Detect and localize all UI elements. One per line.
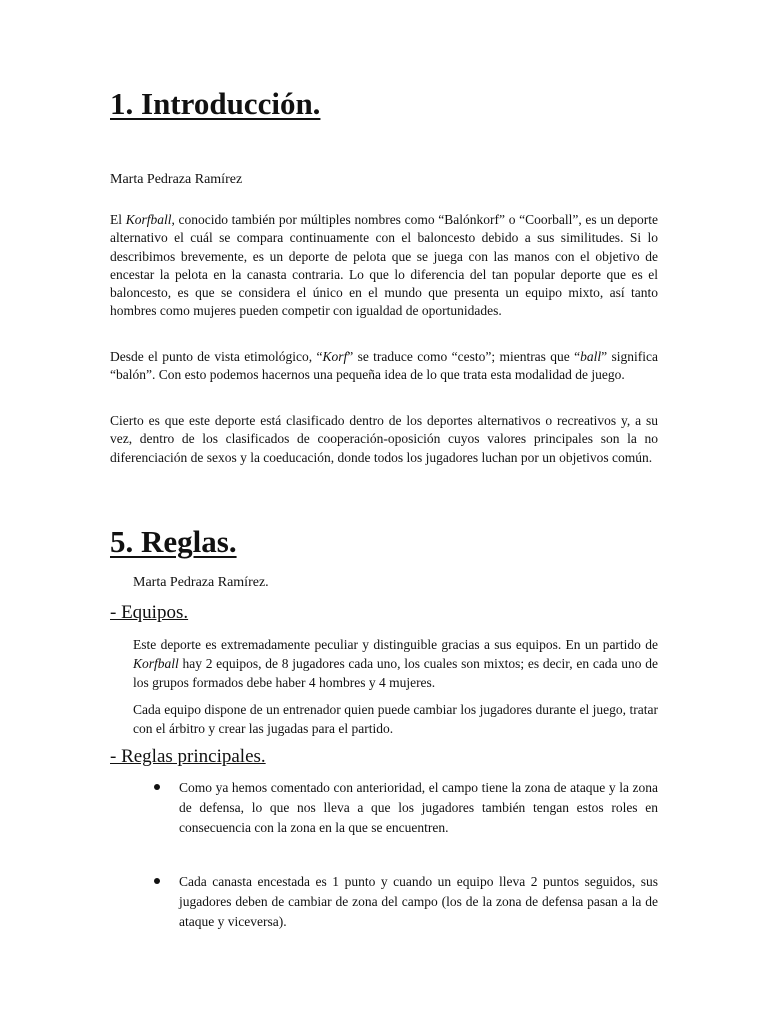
korf-term: Korf [322,349,348,364]
intro-paragraph-2: Desde el punto de vista etimológico, “Korf” se traduce como “cesto”; mientras que “ball” significa “balón”. Con esto podemos hacernos una pequeña idea de lo que trata esta modalidad de juego. [110,349,658,383]
bullet-icon [154,784,160,790]
author-name: Marta Pedraza Ramírez [110,172,243,187]
bullet-text: Como ya hemos comentado con anterioridad, el campo tiene la zona de ataque y la zona de defensa, lo que nos lleva a que los jugadores también tengan estos roles en consecuencia con la zona en la que se encuentren. [179,780,658,835]
intro-paragraph-1: El Korfball, conocido también por múltiples nombres como “Balónkorf” o “Coorball”, es un deporte alternativo el cuál se compara continuamente con el baloncesto debido a sus similitudes. Si lo describimos brevemente, es un deporte de pelota que se juega con las manos con el objetivo de encestar la pelota en la canasta contraria. Lo que lo diferencia del tan popular deporte que es el baloncesto, es que se considera el único en el mundo que presenta un equipo mixto, así tanto hombres como mujeres pueden competir con igualdad de oportunidades. [110,212,658,319]
equipos-paragraph-2: Cada equipo dispone de un entrenador quien puede cambiar los jugadores durante el juego, tratar con el árbitro y crear las jugadas para el partido. [133,702,658,736]
section-title-introduccion: 1. Introducción. [110,86,321,121]
equipos-paragraph-1: Este deporte es extremadamente peculiar y distinguible gracias a sus equipos. En un partido de Korfball hay 2 equipos, de 8 jugadores cada uno, los cuales son mixtos; es decir, en cada uno de los grupos formados debe haber 4 hombres y 4 mujeres. [133,637,658,690]
author-name-reglas: Marta Pedraza Ramírez. [133,575,269,590]
bullet-icon [154,878,160,884]
ball-term: ball [580,349,602,364]
korfball-term-2: Korfball [133,656,179,671]
bullet-text: Cada canasta encestada es 1 punto y cuando un equipo lleva 2 puntos seguidos, sus jugadores deben de cambiar de zona del campo (los de la zona de defensa pasan a la de ataque y viceversa). [179,874,658,929]
subheading-equipos: - Equipos. [110,602,189,623]
subheading-reglas-principales: - Reglas principales. [110,746,266,767]
section-title-reglas: 5. Reglas. [110,524,237,559]
korfball-term: Korfball [125,212,172,227]
intro-paragraph-3: Cierto es que este deporte está clasificado dentro de los deportes alternativos o recreativos y, a su vez, dentro de los clasificados de cooperación-oposición cuyos valores principales son la no diferenciación de sexos y la coeducación, donde todos los jugadores luchan por un objetivos común. [110,413,658,465]
